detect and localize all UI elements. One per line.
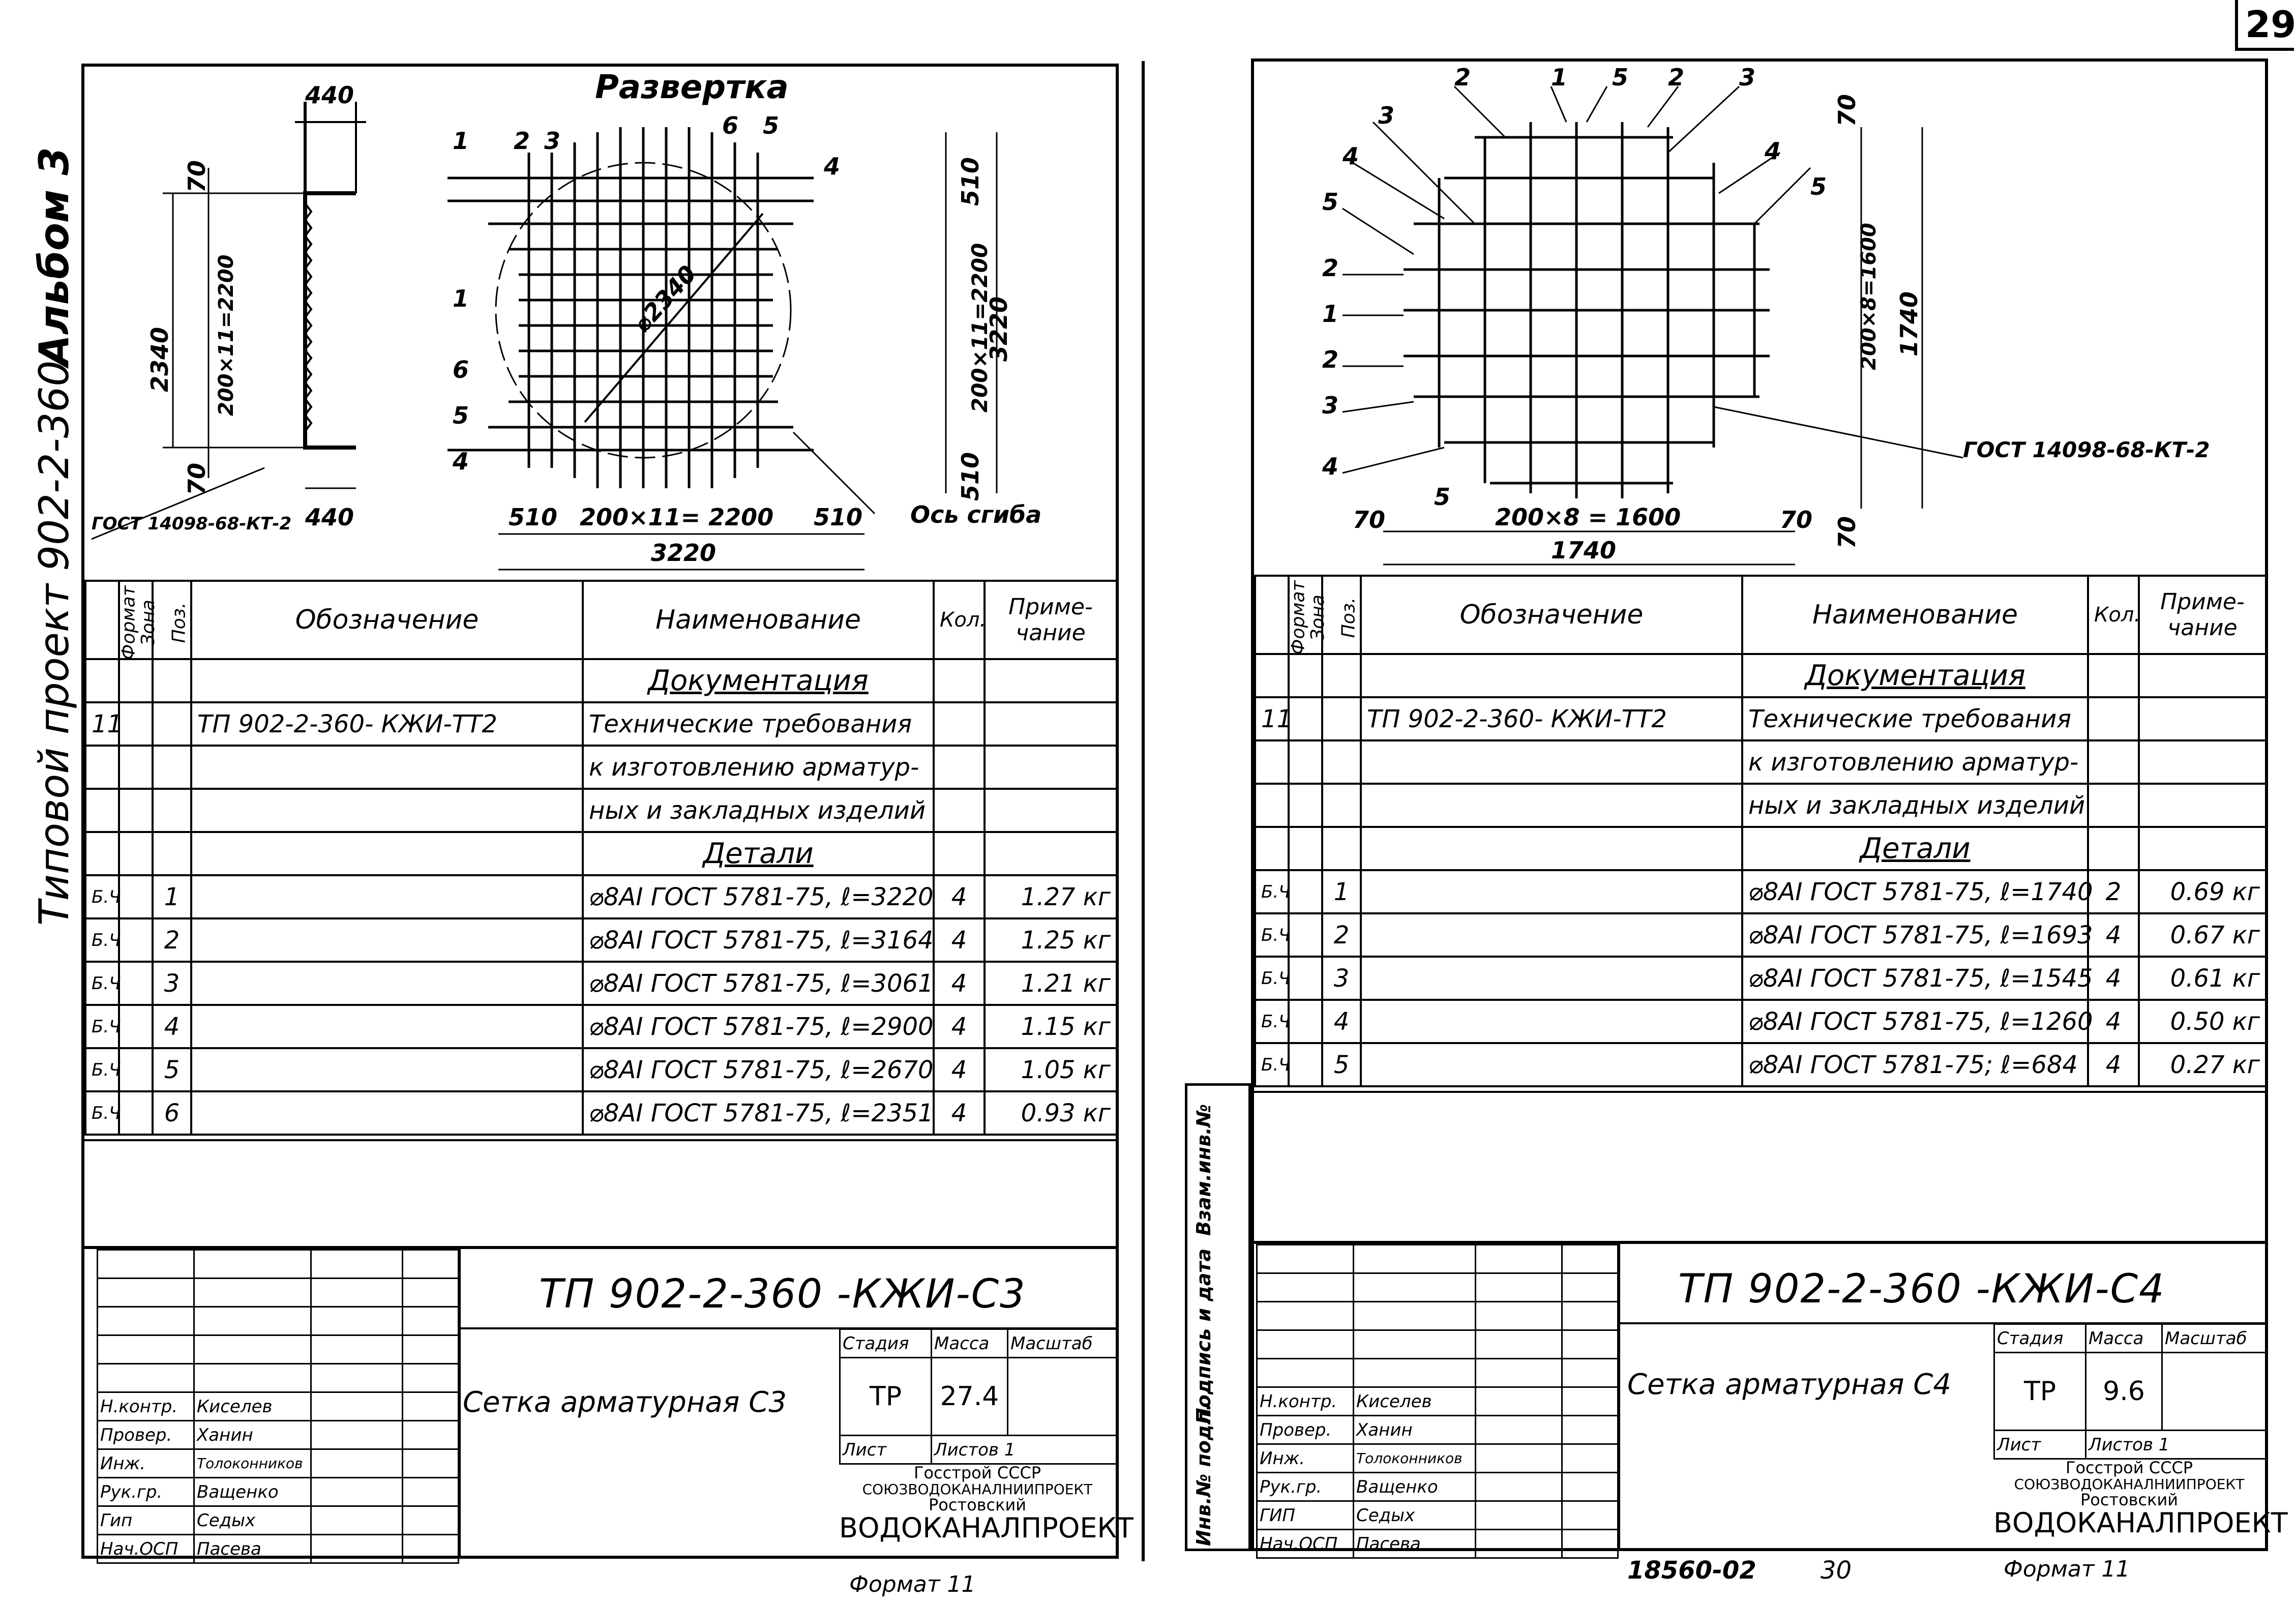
pos-4a: 4 bbox=[824, 153, 841, 180]
left-doc-code: ТП 902-2-360 -КЖИ-С3 bbox=[539, 1271, 1026, 1317]
sig-row: Провер. Ханин bbox=[98, 1421, 459, 1449]
cell-name: Технические требования bbox=[1742, 697, 2088, 740]
mass-header: Масса bbox=[2086, 1324, 2162, 1353]
cell-note: 0.27 кг bbox=[2139, 1043, 2266, 1086]
cell-pos: 3 bbox=[1322, 957, 1361, 1000]
cell-format: Б.Ч bbox=[85, 918, 119, 962]
pos-5b: 5 bbox=[453, 402, 469, 429]
cell-format: Б.Ч bbox=[85, 875, 119, 918]
sheets-label: Листов 1 bbox=[2086, 1431, 2266, 1459]
cell-name: ⌀8АI ГОСТ 5781-75, ℓ=1260 bbox=[1742, 1000, 2088, 1043]
page-number-box bbox=[2235, 0, 2294, 51]
table-row bbox=[85, 789, 1117, 832]
cell-qty: 2 bbox=[2088, 870, 2139, 913]
org-line: ВОДОКАНАЛПРОЕКТ bbox=[1993, 1506, 2288, 1539]
cell-pos: 1 bbox=[153, 875, 191, 918]
cell-format: Б.Ч bbox=[85, 1005, 119, 1048]
razvertka-title: Развертка bbox=[595, 69, 789, 106]
h-qty: Кол. bbox=[934, 581, 985, 659]
scale-header: Масштаб bbox=[2162, 1324, 2266, 1353]
dim-70-b: 70 bbox=[183, 462, 211, 496]
h-name: Наименование bbox=[1742, 576, 2088, 654]
cell-format: Б.Ч bbox=[1255, 1000, 1289, 1043]
table-row bbox=[85, 918, 1117, 962]
r-dim-70-bot: 70 bbox=[1833, 516, 1861, 549]
table-row bbox=[1255, 913, 2266, 957]
r-pos-left-5b: 5 bbox=[1434, 483, 1451, 511]
h-pos: Поз. bbox=[168, 602, 190, 643]
table-row bbox=[1255, 1000, 2266, 1043]
sig-row: Н.контр. Киселев bbox=[98, 1392, 459, 1421]
cell-pos: 2 bbox=[153, 918, 191, 962]
gost-left: ГОСТ 14098-68-КТ-2 bbox=[92, 514, 292, 534]
r-pos-left-1: 1 bbox=[1322, 300, 1339, 328]
cell-format: Б.Ч bbox=[1255, 870, 1289, 913]
r-dim-70-left: 70 bbox=[1353, 506, 1386, 533]
org-line: Госстрой СССР bbox=[913, 1463, 1041, 1482]
section-det: Детали bbox=[1742, 827, 2088, 870]
cell-pos: 2 bbox=[1322, 913, 1361, 957]
scale-header: Масштаб bbox=[1008, 1329, 1117, 1358]
r-dim-1740-horiz: 1740 bbox=[1551, 537, 1617, 564]
sheet-number: 30 bbox=[1821, 1556, 1852, 1585]
table-row bbox=[1255, 957, 2266, 1000]
mass-value: 27.4 bbox=[932, 1358, 1008, 1436]
r-dim-1740-vert: 1740 bbox=[1895, 291, 1923, 357]
section-doc: Документация bbox=[583, 659, 934, 702]
right-title: Сетка арматурная С4 bbox=[1627, 1368, 1951, 1401]
stage-header: Стадия bbox=[1994, 1324, 2086, 1353]
dim-440-top: 440 bbox=[305, 81, 354, 109]
side-stamp-3: Инв.№ подл. bbox=[1192, 1403, 1215, 1546]
h-desig: Обозначение bbox=[1361, 576, 1742, 654]
dim-200x11-horiz: 200×11= 2200 bbox=[580, 503, 774, 531]
stage-value: ТР bbox=[840, 1358, 932, 1436]
h-pos: Поз. bbox=[1338, 597, 1359, 638]
table-header bbox=[85, 581, 1117, 659]
left-format: Формат 11 bbox=[849, 1571, 976, 1597]
cell-name: ⌀8АI ГОСТ 5781-75, ℓ=1545 bbox=[1742, 957, 2088, 1000]
r-pos-top-2b: 2 bbox=[1668, 64, 1685, 91]
left-table-blank bbox=[84, 1139, 1116, 1253]
project-title: Типовой проект 902-2-360 bbox=[31, 360, 78, 926]
h-note: Приме-чание bbox=[985, 581, 1117, 659]
cell-qty: 4 bbox=[934, 1005, 985, 1048]
mass-value: 9.6 bbox=[2086, 1353, 2162, 1431]
table-row bbox=[1255, 870, 2266, 913]
table-row bbox=[85, 832, 1117, 875]
center-divider bbox=[1142, 61, 1145, 1561]
cell-note: 0.67 кг bbox=[2139, 913, 2266, 957]
left-org bbox=[839, 1463, 1134, 1544]
sheet-label: Лист bbox=[840, 1436, 932, 1464]
cell-note: 0.93 кг bbox=[985, 1091, 1117, 1135]
cell-qty: 4 bbox=[934, 1091, 985, 1135]
org-line: ВОДОКАНАЛПРОЕКТ bbox=[839, 1511, 1134, 1544]
cell-pos: 6 bbox=[153, 1091, 191, 1135]
sig-row: Гип Седых bbox=[98, 1506, 459, 1535]
cell-format: Б.Ч bbox=[85, 1091, 119, 1135]
h-format: Формат bbox=[1288, 580, 1309, 655]
cell-note: 1.21 кг bbox=[985, 962, 1117, 1005]
table-row bbox=[85, 1048, 1117, 1091]
sig-row: Рук.гр. Ващенко bbox=[1257, 1473, 1618, 1501]
table-row bbox=[1255, 827, 2266, 870]
cell-pos: 1 bbox=[1322, 870, 1361, 913]
table-row bbox=[1255, 784, 2266, 827]
cell-name: ных и закладных изделий bbox=[1742, 784, 2088, 827]
cell-name: ⌀8АI ГОСТ 5781-75; ℓ=684 bbox=[1742, 1043, 2088, 1086]
dim-3220-right: 3220 bbox=[985, 296, 1013, 362]
dim-510-bot-right: 510 bbox=[957, 452, 985, 501]
table-row bbox=[85, 1005, 1117, 1048]
dim-440-bot: 440 bbox=[305, 503, 354, 531]
cell-name: ⌀8АI ГОСТ 5781-75, ℓ=3061 bbox=[583, 962, 934, 1005]
r-pos-left-4: 4 bbox=[1343, 142, 1359, 170]
cell-note: 1.15 кг bbox=[985, 1005, 1117, 1048]
cell-qty: 4 bbox=[2088, 1000, 2139, 1043]
archive-number: 18560-02 bbox=[1627, 1556, 1756, 1585]
axis-label: Ось сгиба bbox=[910, 501, 1042, 528]
cell-note: 1.05 кг bbox=[985, 1048, 1117, 1091]
sig-row: Н.контр. Киселев bbox=[1257, 1387, 1618, 1416]
h-format: Формат bbox=[118, 585, 139, 660]
r-dim-70-top: 70 bbox=[1833, 94, 1861, 127]
right-signature-grid bbox=[1256, 1244, 1619, 1559]
table-row bbox=[85, 702, 1117, 746]
cell-name: ⌀8АI ГОСТ 5781-75, ℓ=3164 bbox=[583, 918, 934, 962]
right-doc-code: ТП 902-2-360 -КЖИ-С4 bbox=[1678, 1266, 2165, 1312]
left-stage-table bbox=[839, 1328, 1117, 1465]
cell-pos: 4 bbox=[1322, 1000, 1361, 1043]
cell-note: 0.69 кг bbox=[2139, 870, 2266, 913]
org-line: СОЮЗВОДОКАНАЛНИИПРОЕКТ bbox=[2014, 1475, 2245, 1493]
r-pos-right-5: 5 bbox=[1810, 173, 1827, 200]
cell-qty: 4 bbox=[934, 918, 985, 962]
h-note: Приме-чание bbox=[2139, 576, 2266, 654]
sig-row: Провер. Ханин bbox=[1257, 1416, 1618, 1444]
cell-name: Технические требования bbox=[583, 702, 934, 746]
right-format: Формат 11 bbox=[2004, 1556, 2130, 1582]
r-dim-200x8-horiz: 200×8 = 1600 bbox=[1495, 503, 1681, 531]
table-row bbox=[85, 659, 1117, 702]
sig-row: Нач.ОСП Пасева bbox=[98, 1535, 459, 1563]
dim-3220-bottom: 3220 bbox=[651, 539, 717, 567]
dim-510-top-right: 510 bbox=[957, 157, 985, 206]
table-row bbox=[1255, 697, 2266, 740]
right-stage-table bbox=[1993, 1323, 2267, 1460]
pos-1b: 1 bbox=[453, 285, 469, 312]
table-row bbox=[85, 962, 1117, 1005]
cell-pos: 4 bbox=[153, 1005, 191, 1048]
h-zone: Зона bbox=[1307, 595, 1328, 641]
cell-format: Б.Ч bbox=[1255, 957, 1289, 1000]
table-row bbox=[1255, 654, 2266, 697]
r-pos-top-1: 1 bbox=[1551, 64, 1568, 91]
cell-format: Б.Ч bbox=[1255, 1043, 1289, 1086]
org-line: Ростовский bbox=[2080, 1490, 2179, 1509]
sig-row: Нач.ОСП Пасева bbox=[1257, 1530, 1618, 1558]
cell-qty: 4 bbox=[2088, 913, 2139, 957]
table-row bbox=[85, 746, 1117, 789]
pos-4b: 4 bbox=[453, 448, 469, 475]
sig-row: Рук.гр. Ващенко bbox=[98, 1478, 459, 1506]
cell-pos: 3 bbox=[153, 962, 191, 1005]
right-spec-table bbox=[1254, 575, 2267, 1087]
cell-pos: 5 bbox=[1322, 1043, 1361, 1086]
cell-note: 1.25 кг bbox=[985, 918, 1117, 962]
sig-row: Инж. Толоконников bbox=[1257, 1444, 1618, 1473]
cell-name: ⌀8АI ГОСТ 5781-75, ℓ=2900 bbox=[583, 1005, 934, 1048]
cell-pos: 5 bbox=[153, 1048, 191, 1091]
stage-value: ТР bbox=[1994, 1353, 2086, 1431]
dim-200x11-right: 200×11=2200 bbox=[967, 243, 993, 413]
cell-name: ⌀8АI ГОСТ 5781-75, ℓ=2351 bbox=[583, 1091, 934, 1135]
left-spec-table bbox=[84, 580, 1118, 1136]
stage-header: Стадия bbox=[840, 1329, 932, 1358]
cell-name: ⌀8АI ГОСТ 5781-75, ℓ=1693 bbox=[1742, 913, 2088, 957]
table-row bbox=[85, 875, 1117, 918]
org-line: Госстрой СССР bbox=[2065, 1458, 2193, 1477]
pos-1a: 1 bbox=[453, 127, 469, 155]
h-desig: Обозначение bbox=[191, 581, 583, 659]
left-signature-grid bbox=[97, 1249, 459, 1564]
cell-desig: ТП 902-2-360- КЖИ-ТТ2 bbox=[1361, 697, 1742, 740]
cell-name: ных и закладных изделий bbox=[583, 789, 934, 832]
pos-6b: 6 bbox=[453, 356, 469, 383]
section-doc: Документация bbox=[1742, 654, 2088, 697]
mass-header: Масса bbox=[932, 1329, 1008, 1358]
album-title: Альбом 3 bbox=[31, 147, 78, 366]
r-pos-left-2b: 2 bbox=[1322, 346, 1339, 373]
dim-200x11-vert: 200×11=2200 bbox=[215, 254, 238, 416]
r-pos-left-2: 2 bbox=[1322, 254, 1339, 282]
cell-qty: 4 bbox=[2088, 957, 2139, 1000]
cell-format: Б.Ч bbox=[1255, 913, 1289, 957]
r-gost: ГОСТ 14098-68-КТ-2 bbox=[1963, 437, 2210, 462]
r-dim-200x8-vert: 200×8=1600 bbox=[1857, 223, 1881, 370]
r-pos-right-4: 4 bbox=[1765, 137, 1781, 165]
cell-format: Б.Ч bbox=[85, 1048, 119, 1091]
r-pos-top-2: 2 bbox=[1454, 64, 1471, 91]
r-pos-top-3: 3 bbox=[1739, 64, 1756, 91]
cell-qty: 4 bbox=[934, 875, 985, 918]
dim-510-right: 510 bbox=[814, 503, 863, 531]
table-row bbox=[1255, 1043, 2266, 1086]
r-pos-left-4b: 4 bbox=[1322, 453, 1339, 480]
cell-name: к изготовлению арматур- bbox=[583, 746, 934, 789]
sheet-label: Лист bbox=[1994, 1431, 2086, 1459]
table-header bbox=[1255, 576, 2266, 654]
diam-label: ⌀2340 bbox=[628, 260, 702, 337]
page-number: 29 bbox=[2245, 3, 2296, 46]
sheets-label: Листов 1 bbox=[932, 1436, 1117, 1464]
cell-name: ⌀8АI ГОСТ 5781-75, ℓ=3220 bbox=[583, 875, 934, 918]
cell-desig: ТП 902-2-360- КЖИ-ТТ2 bbox=[191, 702, 583, 746]
dim-70-a: 70 bbox=[183, 160, 211, 193]
dim-510-left: 510 bbox=[509, 503, 558, 531]
cell-qty: 4 bbox=[934, 1048, 985, 1091]
cell-note: 0.50 кг bbox=[2139, 1000, 2266, 1043]
r-pos-left-3: 3 bbox=[1378, 102, 1395, 129]
pos-2: 2 bbox=[514, 127, 530, 155]
h-zone: Зона bbox=[137, 600, 159, 646]
table-row bbox=[1255, 740, 2266, 784]
org-line: Ростовский bbox=[928, 1495, 1027, 1514]
r-pos-left-5: 5 bbox=[1322, 188, 1339, 216]
cell-qty: 4 bbox=[934, 962, 985, 1005]
side-stamp-1: Взам.инв.№ bbox=[1192, 1104, 1215, 1236]
right-table-blank bbox=[1254, 1091, 2265, 1245]
cell-format: 11 bbox=[1255, 697, 1289, 740]
section-det: Детали bbox=[583, 832, 934, 875]
right-org bbox=[1993, 1458, 2288, 1539]
h-qty: Кол. bbox=[2088, 576, 2139, 654]
pos-6a: 6 bbox=[722, 112, 739, 139]
dim-2340: 2340 bbox=[146, 326, 174, 393]
table-row bbox=[85, 1091, 1117, 1135]
cell-format: 11 bbox=[85, 702, 119, 746]
sig-row: Инж. Толоконников bbox=[98, 1449, 459, 1478]
cell-note: 0.61 кг bbox=[2139, 957, 2266, 1000]
cell-qty: 4 bbox=[2088, 1043, 2139, 1086]
cell-name: к изготовлению арматур- bbox=[1742, 740, 2088, 784]
cell-format: Б.Ч bbox=[85, 962, 119, 1005]
h-name: Наименование bbox=[583, 581, 934, 659]
r-dim-70-right: 70 bbox=[1780, 506, 1813, 533]
pos-3: 3 bbox=[544, 127, 561, 155]
pos-5a: 5 bbox=[763, 112, 780, 139]
r-pos-top-5: 5 bbox=[1612, 64, 1629, 91]
left-title: Сетка арматурная С3 bbox=[463, 1386, 787, 1419]
cell-note: 1.27 кг bbox=[985, 875, 1117, 918]
sig-row: ГИП Седых bbox=[1257, 1501, 1618, 1530]
org-line: СОЮЗВОДОКАНАЛНИИПРОЕКТ bbox=[862, 1480, 1093, 1498]
cell-name: ⌀8АI ГОСТ 5781-75, ℓ=1740 bbox=[1742, 870, 2088, 913]
r-pos-left-3b: 3 bbox=[1322, 392, 1339, 419]
side-stamp-2: Подпись и дата bbox=[1192, 1248, 1215, 1424]
cell-name: ⌀8АI ГОСТ 5781-75, ℓ=2670 bbox=[583, 1048, 934, 1091]
